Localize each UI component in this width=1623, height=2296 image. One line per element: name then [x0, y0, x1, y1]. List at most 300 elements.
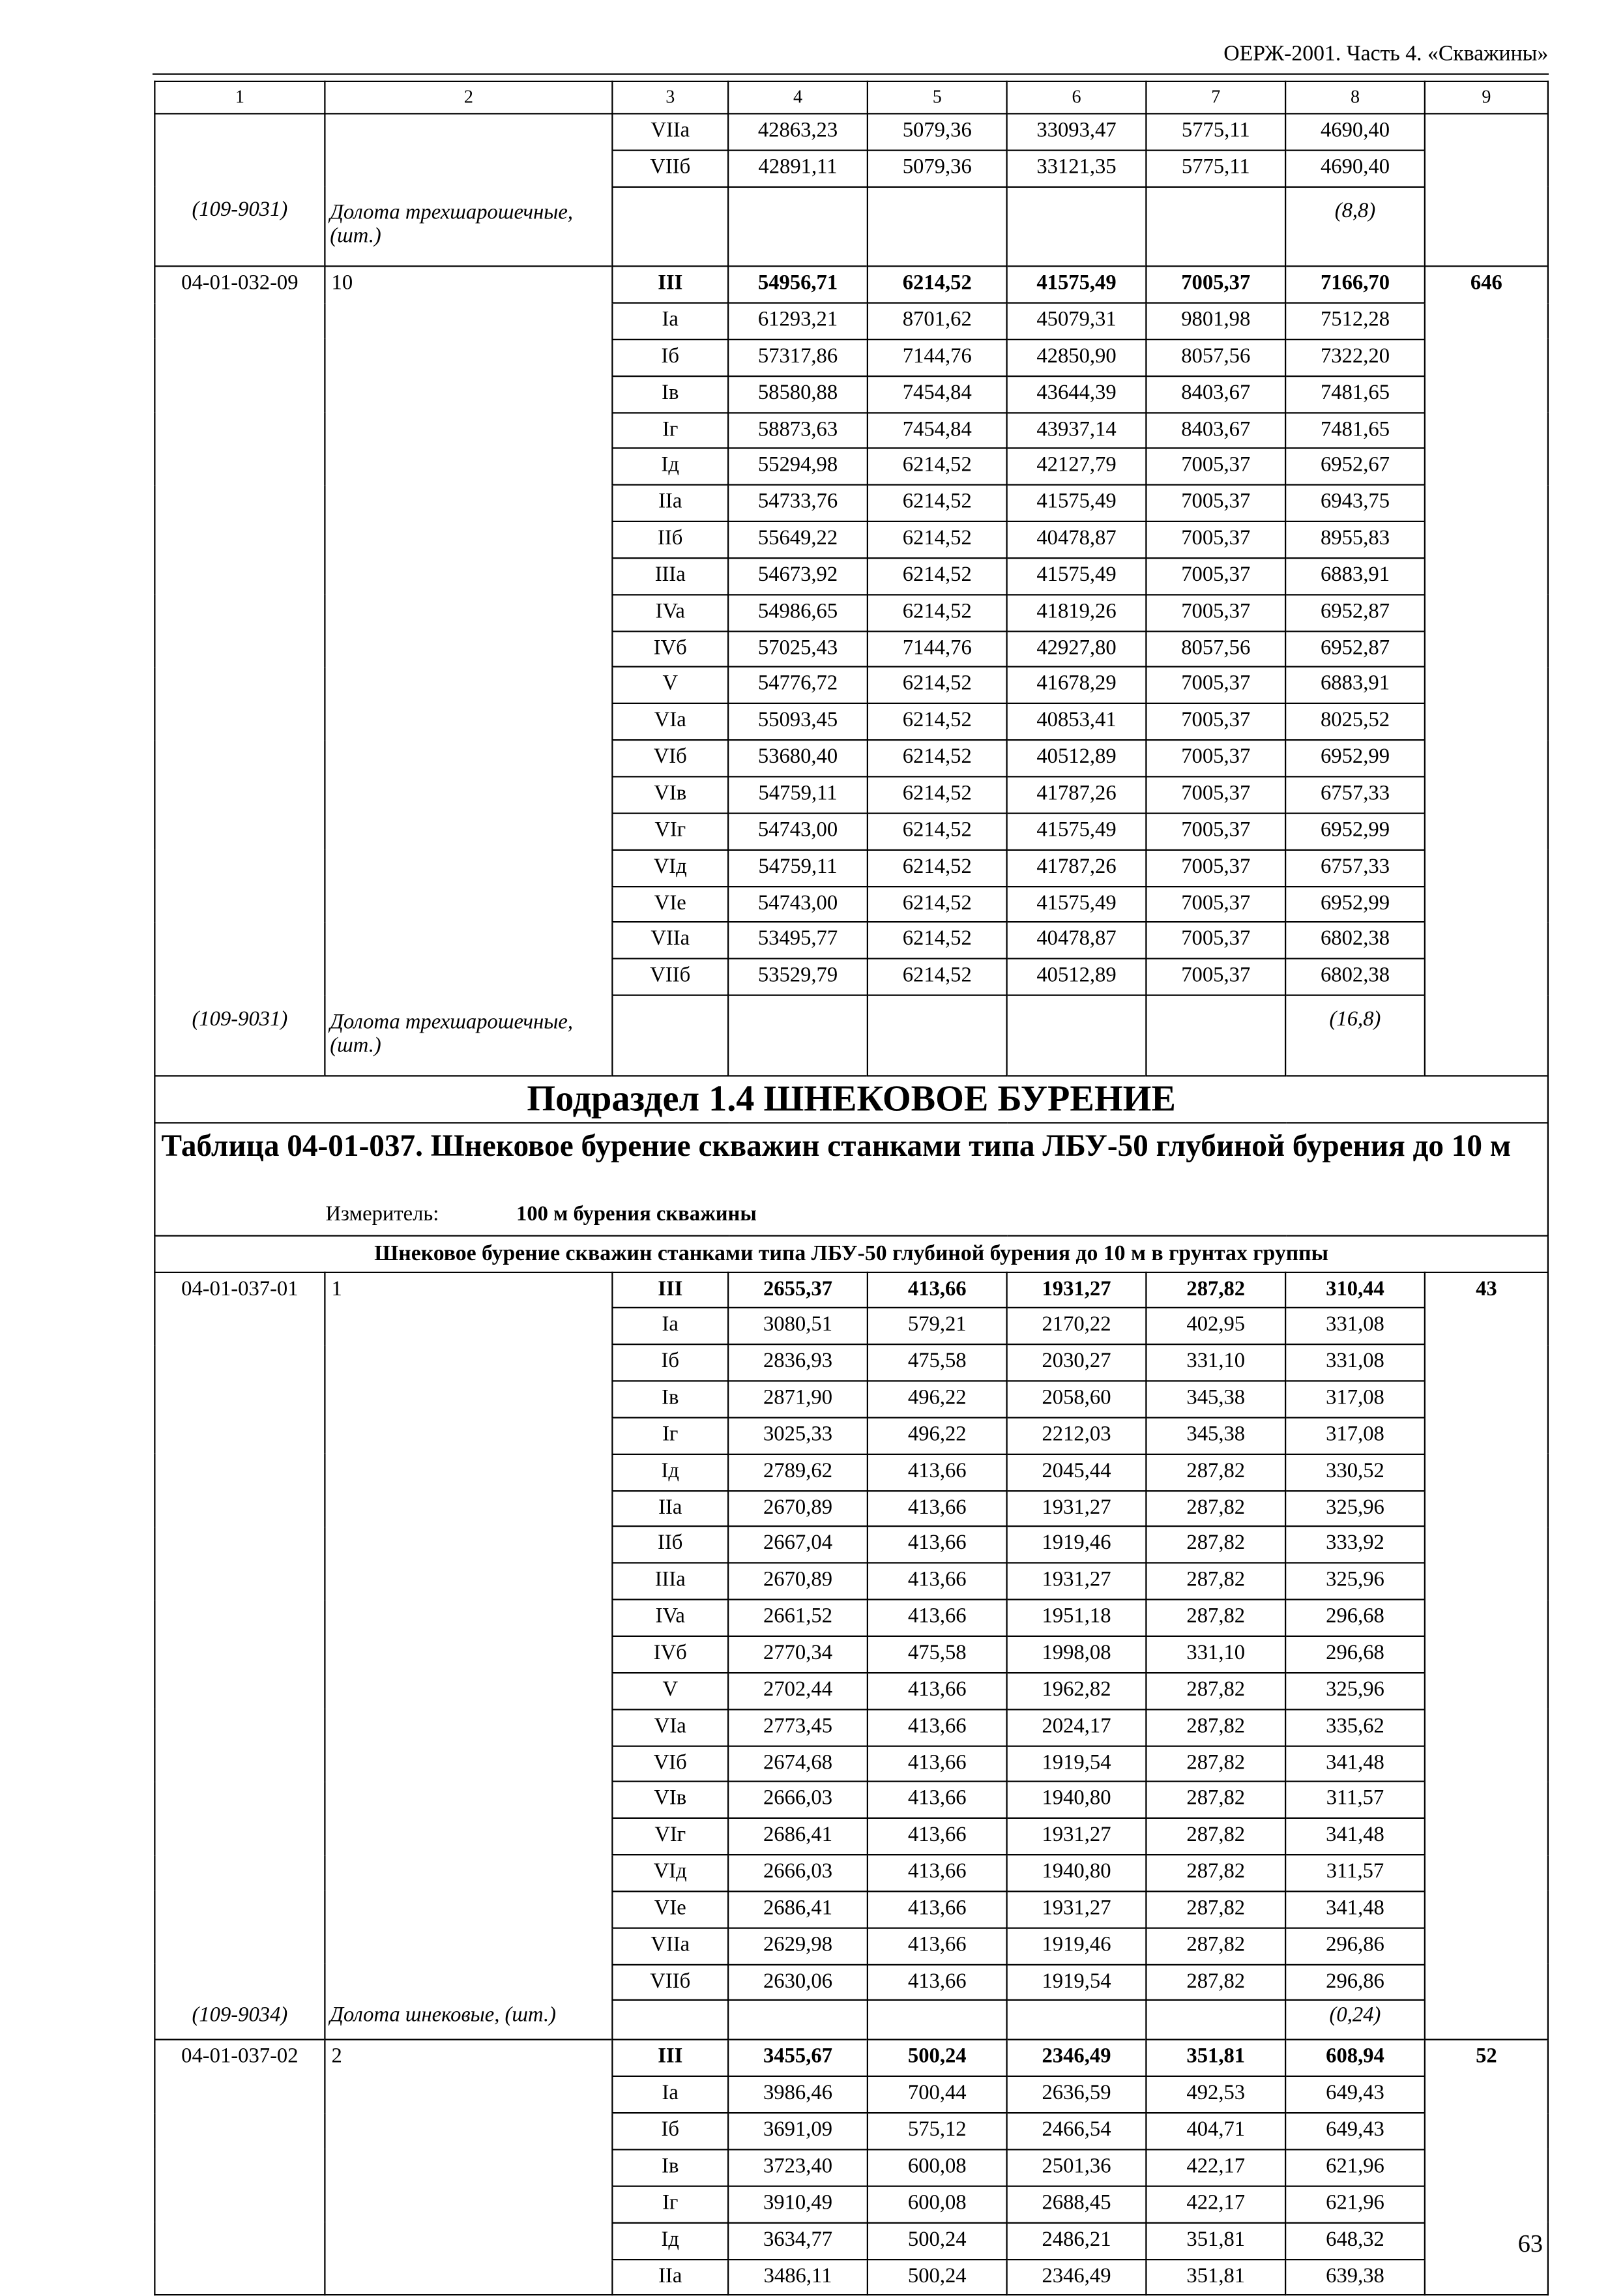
soil-group: VIIa — [612, 1928, 728, 1964]
value-c5: 579,21 — [868, 1308, 1007, 1345]
table-cell — [154, 1928, 325, 1964]
table-cell — [325, 1454, 612, 1490]
table-cell — [325, 740, 612, 776]
value-c6: 41819,26 — [1007, 595, 1147, 631]
value-c7: 7005,37 — [1146, 922, 1285, 959]
value-c6: 2486,21 — [1007, 2222, 1147, 2259]
table-cell — [325, 303, 612, 340]
value-c7: 287,82 — [1146, 1709, 1285, 1746]
value-c8: 7481,65 — [1285, 412, 1425, 449]
table-cell — [1425, 1818, 1548, 1855]
value-c5: 6214,52 — [868, 485, 1007, 522]
material-row — [154, 186, 1548, 267]
table-cell — [868, 186, 1007, 267]
table-cell — [154, 595, 325, 631]
table-cell — [325, 1709, 612, 1746]
value-c6: 2212,03 — [1007, 1417, 1147, 1454]
value-c4: 53529,79 — [728, 959, 868, 995]
table-row — [154, 1272, 1548, 1308]
meter-value: 100 м бурения скважины — [516, 1202, 757, 1226]
value-c8: 341,48 — [1285, 1891, 1425, 1928]
table-cell — [1425, 2149, 1548, 2186]
value-c6: 45079,31 — [1007, 303, 1147, 340]
value-c5: 413,66 — [868, 1490, 1007, 1527]
value-c8: 8025,52 — [1285, 704, 1425, 741]
soil-group: IIIa — [612, 558, 728, 595]
table-cell — [154, 2222, 325, 2259]
table-cell — [154, 412, 325, 449]
table-row — [154, 2186, 1548, 2222]
value-c7: 287,82 — [1146, 1782, 1285, 1818]
value-c8: 6952,87 — [1285, 631, 1425, 668]
table-row — [154, 1709, 1548, 1746]
value-c5: 496,22 — [868, 1417, 1007, 1454]
value-c7: 8403,67 — [1146, 412, 1285, 449]
value-c7: 402,95 — [1146, 1308, 1285, 1345]
value-c4: 3080,51 — [728, 1308, 868, 1345]
table-cell — [154, 1891, 325, 1928]
table-row — [154, 1891, 1548, 1928]
soil-group: VIв — [612, 1782, 728, 1818]
table-cell — [1425, 1454, 1548, 1490]
value-c8: 6883,91 — [1285, 668, 1425, 704]
table-row — [154, 1782, 1548, 1818]
rate-code: 04-01-032-09 — [154, 267, 325, 303]
table-cell — [325, 558, 612, 595]
value-c7: 287,82 — [1146, 1563, 1285, 1600]
table-row — [154, 704, 1548, 741]
table-body — [154, 81, 1548, 2295]
value-c8: 6952,99 — [1285, 813, 1425, 849]
table-cell — [325, 2186, 612, 2222]
rate-number: 2 — [325, 2040, 612, 2077]
value-c4: 2773,45 — [728, 1709, 868, 1746]
value-c7: 287,82 — [1146, 1818, 1285, 1855]
value-c8: 621,96 — [1285, 2186, 1425, 2222]
material-row — [154, 2001, 1548, 2040]
value-c8: 335,62 — [1285, 1709, 1425, 1746]
table-cell — [1425, 303, 1548, 340]
table-cell — [325, 1527, 612, 1563]
table-cell — [325, 2077, 612, 2113]
value-c8: 6802,38 — [1285, 922, 1425, 959]
table-cell — [1425, 1709, 1548, 1746]
table-cell — [325, 1782, 612, 1818]
value-c7: 7005,37 — [1146, 740, 1285, 776]
value-c5: 7144,76 — [868, 631, 1007, 668]
table-cell — [1425, 922, 1548, 959]
value-c6: 33121,35 — [1007, 150, 1147, 186]
table-row — [154, 1417, 1548, 1454]
table-row — [154, 813, 1548, 849]
table-cell — [154, 1600, 325, 1636]
value-c7: 9801,98 — [1146, 303, 1285, 340]
value-c5: 413,66 — [868, 1527, 1007, 1563]
table-row — [154, 449, 1548, 485]
table-row — [154, 1490, 1548, 1527]
value-c6: 1931,27 — [1007, 1891, 1147, 1928]
column-number: 9 — [1425, 81, 1548, 114]
value-c5: 6214,52 — [868, 922, 1007, 959]
table-cell — [612, 186, 728, 267]
value-c4: 61293,21 — [728, 303, 868, 340]
table-cell — [325, 522, 612, 558]
value-c5: 6214,52 — [868, 522, 1007, 558]
value-c8: 6943,75 — [1285, 485, 1425, 522]
table-cell — [154, 1527, 325, 1563]
value-c7: 8057,56 — [1146, 340, 1285, 376]
value-c5: 6214,52 — [868, 267, 1007, 303]
table-row — [154, 150, 1548, 186]
table-cell — [325, 1345, 612, 1381]
table-cell — [1425, 1417, 1548, 1454]
table-cell — [154, 668, 325, 704]
value-c7: 287,82 — [1146, 1600, 1285, 1636]
table-cell — [325, 1417, 612, 1454]
value-c8: 296,86 — [1285, 1928, 1425, 1964]
value-c8: 6757,33 — [1285, 776, 1425, 813]
table-row — [154, 1600, 1548, 1636]
table-row — [154, 522, 1548, 558]
table-cell — [1425, 1964, 1548, 2001]
table-cell — [154, 740, 325, 776]
value-c7: 422,17 — [1146, 2149, 1285, 2186]
value-c4: 2871,90 — [728, 1381, 868, 1418]
table-row — [154, 2040, 1548, 2077]
value-c4: 54759,11 — [728, 776, 868, 813]
value-c6: 2346,49 — [1007, 2040, 1147, 2077]
value-c8: 621,96 — [1285, 2149, 1425, 2186]
value-c7: 7005,37 — [1146, 959, 1285, 995]
value-c4: 54743,00 — [728, 886, 868, 922]
value-c6: 1962,82 — [1007, 1673, 1147, 1709]
value-c7: 7005,37 — [1146, 522, 1285, 558]
value-c6: 42850,90 — [1007, 340, 1147, 376]
table-row — [154, 886, 1548, 922]
column-number: 6 — [1007, 81, 1147, 114]
table-cell — [325, 1818, 612, 1855]
value-c5: 6214,52 — [868, 813, 1007, 849]
rate-column-9: 646 — [1425, 267, 1548, 303]
value-c4: 3025,33 — [728, 1417, 868, 1454]
table-cell — [154, 303, 325, 340]
value-c5: 413,66 — [868, 1855, 1007, 1891]
table-cell — [154, 1782, 325, 1818]
table-cell — [325, 668, 612, 704]
rate-number: 10 — [325, 267, 612, 303]
value-c7: 287,82 — [1146, 1855, 1285, 1891]
table-row — [154, 1308, 1548, 1345]
table-cell — [1425, 668, 1548, 704]
value-c8: 325,96 — [1285, 1490, 1425, 1527]
column-number: 5 — [868, 81, 1007, 114]
table-cell — [154, 631, 325, 668]
value-c6: 40853,41 — [1007, 704, 1147, 741]
table-note: Шнековое бурение скважин станками типа ЛБУ-50 глубиной бурения до 10 м в грунтах группы — [154, 1235, 1548, 1272]
table-cell — [154, 704, 325, 741]
soil-group: V — [612, 1673, 728, 1709]
value-c4: 2686,41 — [728, 1818, 868, 1855]
value-c4: 3455,67 — [728, 2040, 868, 2077]
value-c6: 40478,87 — [1007, 522, 1147, 558]
table-cell — [1425, 485, 1548, 522]
value-c4: 2686,41 — [728, 1891, 868, 1928]
value-c7: 287,82 — [1146, 1454, 1285, 1490]
value-c5: 6214,52 — [868, 449, 1007, 485]
soil-group: VIIб — [612, 150, 728, 186]
value-c6: 41787,26 — [1007, 776, 1147, 813]
value-c6: 1998,08 — [1007, 1636, 1147, 1673]
value-c4: 54743,00 — [728, 813, 868, 849]
soil-group: IIб — [612, 522, 728, 558]
value-c8: 8955,83 — [1285, 522, 1425, 558]
value-c4: 2770,34 — [728, 1636, 868, 1673]
value-c4: 42891,11 — [728, 150, 868, 186]
value-c5: 575,12 — [868, 2113, 1007, 2149]
table-cell — [325, 449, 612, 485]
table-cell — [325, 813, 612, 849]
soil-group: IIa — [612, 485, 728, 522]
soil-group: Iб — [612, 340, 728, 376]
table-cell — [325, 1563, 612, 1600]
value-c4: 54733,76 — [728, 485, 868, 522]
table-row — [154, 375, 1548, 412]
value-c4: 54776,72 — [728, 668, 868, 704]
table-cell — [325, 776, 612, 813]
table-cell — [154, 2113, 325, 2149]
value-c4: 3486,11 — [728, 2259, 868, 2295]
table-cell — [1425, 1563, 1548, 1600]
table-cell — [1425, 1527, 1548, 1563]
value-c8: 6952,99 — [1285, 886, 1425, 922]
table-row — [154, 1454, 1548, 1490]
value-c8: 6952,87 — [1285, 595, 1425, 631]
value-c5: 475,58 — [868, 1636, 1007, 1673]
column-number-row — [154, 81, 1548, 114]
value-c5: 600,08 — [868, 2186, 1007, 2222]
soil-group: VIe — [612, 886, 728, 922]
soil-group: IIIa — [612, 1563, 728, 1600]
soil-group: V — [612, 668, 728, 704]
table-cell — [325, 1381, 612, 1418]
table-cell — [154, 813, 325, 849]
value-c7: 7005,37 — [1146, 485, 1285, 522]
table-cell — [154, 959, 325, 995]
value-c8: 6802,38 — [1285, 959, 1425, 995]
table-row — [154, 1345, 1548, 1381]
table-cell — [1425, 375, 1548, 412]
rate-code: 04-01-037-01 — [154, 1272, 325, 1308]
value-c8: 331,08 — [1285, 1345, 1425, 1381]
value-c8: 310,44 — [1285, 1272, 1425, 1308]
table-cell — [325, 1308, 612, 1345]
material-name: Долота трехшарошечные, (шт.) — [325, 186, 612, 267]
soil-group: IVa — [612, 595, 728, 631]
table-cell — [325, 2259, 612, 2295]
soil-group: VIa — [612, 1709, 728, 1746]
value-c7: 7005,37 — [1146, 776, 1285, 813]
value-c7: 287,82 — [1146, 1928, 1285, 1964]
value-c4: 2655,37 — [728, 1272, 868, 1308]
table-cell — [325, 2113, 612, 2149]
value-c8: 649,43 — [1285, 2113, 1425, 2149]
table-cell — [325, 1928, 612, 1964]
table-row — [154, 412, 1548, 449]
value-c6: 2346,49 — [1007, 2259, 1147, 2295]
value-c6: 43937,14 — [1007, 412, 1147, 449]
table-cell — [154, 558, 325, 595]
value-c5: 413,66 — [868, 1272, 1007, 1308]
value-c8: 639,38 — [1285, 2259, 1425, 2295]
value-c6: 2030,27 — [1007, 1345, 1147, 1381]
table-row — [154, 776, 1548, 813]
table-cell — [325, 485, 612, 522]
value-c5: 5079,36 — [868, 113, 1007, 150]
value-c4: 2667,04 — [728, 1527, 868, 1563]
table-row — [154, 1636, 1548, 1673]
rate-column-9: 52 — [1425, 2040, 1548, 2077]
table-cell — [325, 1891, 612, 1928]
value-c8: 341,48 — [1285, 1746, 1425, 1782]
table-row — [154, 1928, 1548, 1964]
value-c7: 351,81 — [1146, 2040, 1285, 2077]
price-table — [154, 81, 1549, 2296]
column-number: 2 — [325, 81, 612, 114]
value-c6: 1940,80 — [1007, 1782, 1147, 1818]
value-c4: 2629,98 — [728, 1928, 868, 1964]
table-cell — [1425, 522, 1548, 558]
soil-group: VIд — [612, 1855, 728, 1891]
value-c8: 649,43 — [1285, 2077, 1425, 2113]
value-c8: 325,96 — [1285, 1563, 1425, 1600]
value-c7: 345,38 — [1146, 1381, 1285, 1418]
value-c8: 6952,99 — [1285, 740, 1425, 776]
value-c5: 413,66 — [868, 1964, 1007, 2001]
value-c8: 608,94 — [1285, 2040, 1425, 2077]
table-cell — [1425, 995, 1548, 1076]
value-c5: 413,66 — [868, 1928, 1007, 1964]
table-cell — [154, 1490, 325, 1527]
value-c7: 5775,11 — [1146, 113, 1285, 150]
value-c7: 7005,37 — [1146, 704, 1285, 741]
soil-group: VIe — [612, 1891, 728, 1928]
value-c4: 57317,86 — [728, 340, 868, 376]
value-c8: 325,96 — [1285, 1673, 1425, 1709]
table-cell — [1146, 186, 1285, 267]
value-c6: 1919,46 — [1007, 1928, 1147, 1964]
value-c4: 3986,46 — [728, 2077, 868, 2113]
value-c4: 58873,63 — [728, 412, 868, 449]
value-c8: 7512,28 — [1285, 303, 1425, 340]
value-c6: 1931,27 — [1007, 1818, 1147, 1855]
value-c4: 3723,40 — [728, 2149, 868, 2186]
table-cell — [154, 1563, 325, 1600]
material-row — [154, 995, 1548, 1076]
table-cell — [1425, 1600, 1548, 1636]
value-c6: 1931,27 — [1007, 1272, 1147, 1308]
value-c5: 6214,52 — [868, 668, 1007, 704]
table-cell — [154, 1454, 325, 1490]
value-c7: 7005,37 — [1146, 449, 1285, 485]
value-c6: 41575,49 — [1007, 813, 1147, 849]
value-c4: 57025,43 — [728, 631, 868, 668]
value-c6: 33093,47 — [1007, 113, 1147, 150]
value-c8: 331,08 — [1285, 1308, 1425, 1345]
value-c6: 40512,89 — [1007, 959, 1147, 995]
material-quantity: (0,24) — [1285, 2001, 1425, 2040]
value-c5: 7454,84 — [868, 375, 1007, 412]
table-cell — [154, 2077, 325, 2113]
table-cell — [154, 1381, 325, 1418]
soil-group: VIб — [612, 1746, 728, 1782]
value-c8: 296,68 — [1285, 1600, 1425, 1636]
value-c6: 1931,27 — [1007, 1490, 1147, 1527]
table-cell — [154, 113, 325, 150]
table-cell — [325, 704, 612, 741]
value-c6: 1951,18 — [1007, 1600, 1147, 1636]
table-row — [154, 2222, 1548, 2259]
soil-group: IVб — [612, 1636, 728, 1673]
value-c7: 287,82 — [1146, 1490, 1285, 1527]
soil-group: Iг — [612, 412, 728, 449]
soil-group: VIб — [612, 740, 728, 776]
table-cell — [325, 1964, 612, 2001]
table-cell — [1425, 1381, 1548, 1418]
value-c7: 331,10 — [1146, 1636, 1285, 1673]
value-c4: 54759,11 — [728, 849, 868, 886]
value-c8: 6952,67 — [1285, 449, 1425, 485]
material-quantity: (8,8) — [1285, 186, 1425, 267]
value-c5: 7454,84 — [868, 412, 1007, 449]
value-c5: 6214,52 — [868, 558, 1007, 595]
value-c7: 7005,37 — [1146, 558, 1285, 595]
table-cell — [325, 922, 612, 959]
value-c4: 2661,52 — [728, 1600, 868, 1636]
soil-group: Iд — [612, 1454, 728, 1490]
value-c4: 58580,88 — [728, 375, 868, 412]
table-cell — [1007, 995, 1147, 1076]
table-cell — [154, 2149, 325, 2186]
value-c6: 2501,36 — [1007, 2149, 1147, 2186]
value-c7: 8057,56 — [1146, 631, 1285, 668]
value-c7: 331,10 — [1146, 1345, 1285, 1381]
column-number: 8 — [1285, 81, 1425, 114]
value-c5: 5079,36 — [868, 150, 1007, 186]
value-c4: 55093,45 — [728, 704, 868, 741]
soil-group: Iб — [612, 1345, 728, 1381]
value-c6: 2045,44 — [1007, 1454, 1147, 1490]
table-cell — [154, 1636, 325, 1673]
table-row — [154, 1381, 1548, 1418]
table-cell — [154, 776, 325, 813]
meter-label: Измеритель: — [325, 1202, 439, 1226]
value-c5: 413,66 — [868, 1563, 1007, 1600]
table-cell — [325, 1855, 612, 1891]
table-cell — [325, 1636, 612, 1673]
value-c7: 7005,37 — [1146, 668, 1285, 704]
value-c4: 54673,92 — [728, 558, 868, 595]
table-cell — [154, 1818, 325, 1855]
table-row — [154, 303, 1548, 340]
soil-group: VIв — [612, 776, 728, 813]
table-cell — [868, 2001, 1007, 2040]
table-cell — [1425, 150, 1548, 186]
table-cell — [1425, 813, 1548, 849]
value-c7: 287,82 — [1146, 1746, 1285, 1782]
table-cell — [154, 849, 325, 886]
table-cell — [325, 2149, 612, 2186]
table-cell — [1425, 558, 1548, 595]
